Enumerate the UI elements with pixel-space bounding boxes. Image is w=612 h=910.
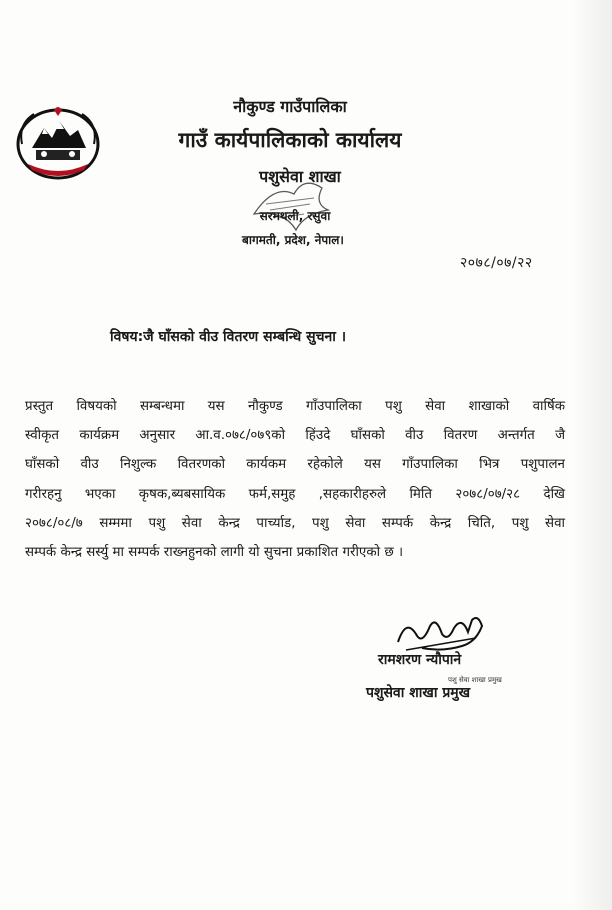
letter-date: २०७८/०७/२२: [460, 255, 533, 271]
municipality-name: नौकुण्ड गाउँपालिका: [233, 97, 347, 116]
body-line: सम्पर्क केन्द्र सर्स्यु मा सम्पर्क राख्नहुनको लागी यो सुचना प्रकाशित गरीएको छ ।: [25, 545, 404, 561]
signatory-name: रामशरण न्यौपाने: [378, 652, 462, 668]
page-edge-shadow: [572, 0, 612, 910]
signatory-stamp: पशु सेवा शाखा प्रमुख: [448, 676, 502, 684]
branch-name: पशुसेवा शाखा: [259, 167, 341, 186]
body-line: घाँसको वीउ निशुल्क वितरणको कार्यकम रहेकोले यस गाँउपालिका भित्र पशुपालन: [25, 457, 565, 473]
letter-subject: विषय:जै घाँसको वीउ वितरण सम्बन्धि सुचना ।: [110, 329, 347, 345]
office-stamp-icon: [244, 174, 336, 234]
body-line: प्रस्तुत विषयको सम्बन्धमा यस नौकुण्ड गाँउपालिका पशु सेवा शाखाको वार्षिक: [25, 399, 565, 414]
signatory-title: पशुसेवा शाखा प्रमुख: [366, 685, 471, 701]
office-name: गाउँ कार्यपालिकाको कार्यालय: [178, 128, 402, 152]
body-line: गरीरहनु भएका कृषक,ब्यबसायिक फर्म,समुह ,सहकारीहरुले मिति २०७८/०७/२८ देखि: [25, 486, 565, 502]
nepal-emblem-icon: [14, 104, 102, 180]
office-location: सरमथली, रसुवा: [259, 209, 331, 223]
body-line: स्वीकृत कार्यक्रम अनुसार आ.व.०७८/०७९को हिंउदे घाँसको वीउ वितरण अन्तर्गत जै: [25, 428, 565, 444]
body-line: २०७८/०८/७ सम्ममा पशु सेवा केन्द्र पार्च्याड, पशु सेवा सम्पर्क केन्द्र चिति, पशु सेवा: [25, 515, 565, 531]
office-address: बागमती, प्रदेश, नेपाल।: [242, 233, 344, 247]
letter-body: [25, 392, 565, 567]
